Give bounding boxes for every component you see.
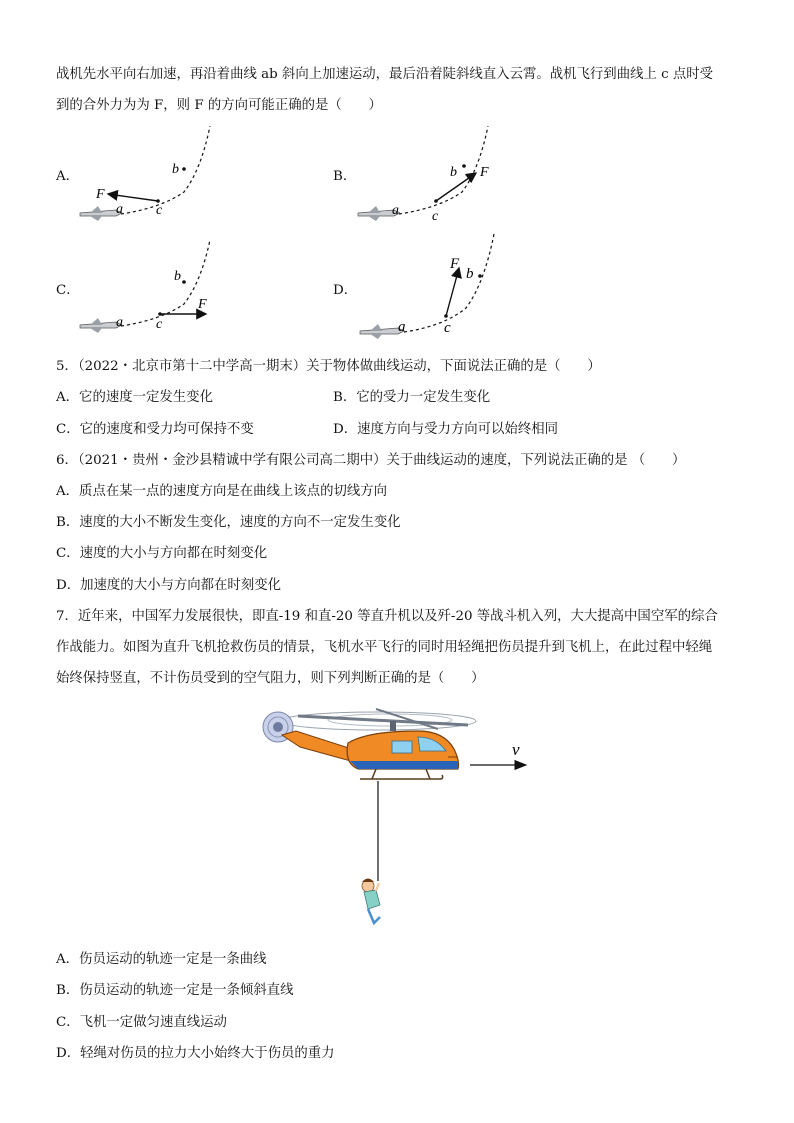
q6-option-d: D．加速度的大小与方向都在时刻变化 xyxy=(56,578,281,593)
q7-option-c: C．飞机一定做匀速直线运动 xyxy=(56,1015,227,1030)
q6-stem: 6．（2021・贵州・金沙县精诚中学有限公司高二期中）关于曲线运动的速度，下列说法正确的是 （ ） xyxy=(56,453,686,468)
label-b: b xyxy=(450,165,457,180)
q4-option-b-figure xyxy=(354,122,514,226)
q5-stem: 5．（2022・北京市第十二中学高一期末）关于物体做曲线运动，下面说法正确的是（ ） xyxy=(56,359,601,374)
label-F: F xyxy=(96,187,105,202)
q4-option-d-label: D． xyxy=(333,283,358,298)
q7-option-d: D．轻绳对伤员的拉力大小始终大于伤员的重力 xyxy=(56,1046,335,1061)
label-b: b xyxy=(466,266,474,282)
q4-option-a-figure xyxy=(76,122,236,226)
label-c: c xyxy=(444,320,451,336)
helicopter-rescue-figure xyxy=(258,703,548,935)
q4-stem-line1: 战机先水平向右加速，再沿着曲线 ab 斜向上加速运动，最后沿着陡斜线直入云霄。战机飞行到曲线上 c 点时受 xyxy=(56,67,714,82)
q7-option-a: A．伤员运动的轨迹一定是一条曲线 xyxy=(56,952,267,967)
q4-option-c-label: C． xyxy=(56,283,80,298)
label-F: F xyxy=(198,297,207,312)
label-b: b xyxy=(172,162,179,177)
label-a: a xyxy=(392,203,399,218)
label-a: a xyxy=(116,202,123,217)
q7-option-b: B．伤员运动的轨迹一定是一条倾斜直线 xyxy=(56,983,294,998)
q5-option-d: D．速度方向与受力方向可以始终相同 xyxy=(333,422,558,437)
label-c: c xyxy=(156,203,163,218)
label-c: c xyxy=(432,209,439,224)
q5-option-a: A．它的速度一定发生变化 xyxy=(56,390,213,405)
injured-person-icon xyxy=(362,879,380,924)
q4-option-b-label: B． xyxy=(333,169,357,184)
q5-option-c: C．它的速度和受力均可保持不变 xyxy=(56,422,254,437)
q4-option-c-figure xyxy=(76,238,236,338)
q4-option-a-label: A． xyxy=(56,169,80,184)
q6-option-b: B．速度的大小不断发生变化，速度的方向不一定发生变化 xyxy=(56,515,401,530)
q4-stem-line2: 到的合外力为为 F，则 F 的方向可能正确的是（ ） xyxy=(56,98,382,113)
q7-stem-line1: 7．近年来，中国军力发展很快，即直-19 和直-20 等直升机以及歼-20 等战斗机入列，大大提高中国空军的综合 xyxy=(56,609,718,624)
q6-option-a: A．质点在某一点的速度方向是在曲线上该点的切线方向 xyxy=(56,484,388,499)
label-F: F xyxy=(450,256,460,272)
velocity-label: v xyxy=(512,740,520,759)
label-F: F xyxy=(480,165,489,180)
label-b: b xyxy=(174,269,181,284)
q7-stem-line3: 始终保持竖直，不计伤员受到的空气阻力，则下列判断正确的是（ ） xyxy=(56,671,485,686)
q4-option-d-figure xyxy=(356,232,516,344)
label-a: a xyxy=(116,315,123,330)
label-c: c xyxy=(156,317,163,332)
helicopter-icon xyxy=(347,731,458,769)
q5-option-b: B．它的受力一定发生变化 xyxy=(333,390,491,405)
q6-option-c: C．速度的大小与方向都在时刻变化 xyxy=(56,546,268,561)
q7-stem-line2: 作战能力。如图为直升飞机抢救伤员的情景，飞机水平飞行的同时用轻绳把伤员提升到飞机上，在此过程中轻绳 xyxy=(56,640,713,655)
label-a: a xyxy=(398,319,406,335)
